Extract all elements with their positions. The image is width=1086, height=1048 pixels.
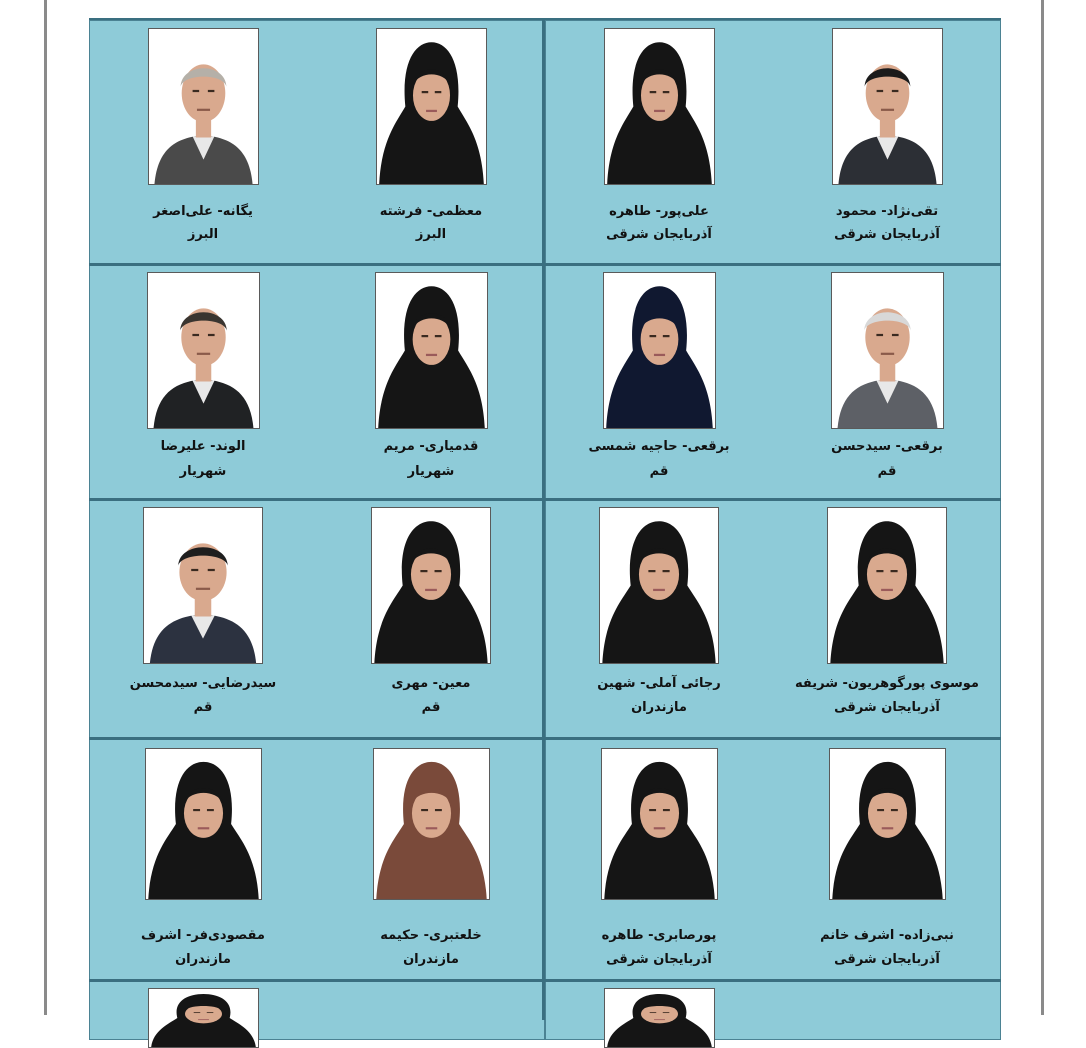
candidate-province: البرز — [415, 227, 447, 242]
candidate-card — [317, 499, 545, 738]
candidate-name: رجائی آملی- شهین — [597, 676, 721, 691]
candidate-name: برقعی- حاجیه شمسی — [588, 439, 730, 454]
page-border-left — [44, 0, 47, 1015]
candidate-photo — [599, 507, 719, 664]
candidate-name: قدمیاری- مریم — [383, 439, 479, 454]
page-border-right — [1041, 0, 1044, 1015]
candidate-card — [317, 20, 545, 264]
candidate-card — [89, 499, 317, 738]
candidate-card — [89, 738, 317, 980]
candidate-photo — [373, 748, 490, 900]
candidate-card — [545, 499, 773, 738]
candidate-province: قم — [649, 464, 669, 479]
candidate-name: معظمی- فرشته — [379, 204, 483, 219]
candidate-photo — [143, 507, 263, 664]
candidate-photo — [375, 272, 488, 429]
candidate-card — [773, 20, 1001, 264]
candidate-card — [773, 738, 1001, 980]
candidate-name: نبی‌زاده- اشرف خانم — [820, 928, 954, 943]
candidate-province: البرز — [187, 227, 219, 242]
candidate-card — [773, 499, 1001, 738]
candidate-card — [317, 264, 545, 499]
candidate-name: موسوی پورگوهریون- شریفه — [795, 676, 979, 691]
candidate-card — [89, 980, 317, 1040]
candidate-name: الوند- علیرضا — [160, 439, 246, 454]
candidate-name: برقعی- سیدحسن — [831, 439, 943, 454]
candidate-province: آذربایجان شرقی — [606, 952, 712, 967]
candidate-province: قم — [421, 700, 441, 715]
candidate-photo — [832, 28, 943, 185]
candidate-name: مقصودی‌فر- اشرف — [141, 928, 265, 943]
candidate-photo — [604, 988, 715, 1048]
candidate-name: پورصابری- طاهره — [601, 928, 717, 943]
candidate-province: شهریار — [179, 464, 227, 479]
candidate-photo — [601, 748, 718, 900]
candidate-photo — [148, 28, 259, 185]
candidate-province: آذربایجان شرقی — [834, 952, 940, 967]
candidate-card — [545, 738, 773, 980]
candidate-province: مازندران — [403, 952, 459, 967]
candidate-grid — [89, 18, 1001, 1020]
candidate-name: خلعتبری- حکیمه — [380, 928, 482, 943]
candidate-name: یگانه- علی‌اصغر — [153, 204, 253, 219]
candidate-card — [89, 264, 317, 499]
candidate-photo — [148, 988, 259, 1048]
candidate-province: مازندران — [631, 700, 687, 715]
candidate-province: آذربایجان شرقی — [834, 227, 940, 242]
candidate-province: قم — [877, 464, 897, 479]
candidate-photo — [604, 28, 715, 185]
candidate-photo — [371, 507, 491, 664]
candidate-photo — [147, 272, 260, 429]
candidate-province: قم — [193, 700, 213, 715]
candidate-name: علی‌پور- طاهره — [609, 204, 709, 219]
candidate-photo — [827, 507, 947, 664]
candidate-photo — [145, 748, 262, 900]
candidate-province: آذربایجان شرقی — [606, 227, 712, 242]
candidate-card — [773, 264, 1001, 499]
candidate-photo — [603, 272, 716, 429]
candidate-photo — [831, 272, 944, 429]
candidate-province: مازندران — [175, 952, 231, 967]
candidate-photo — [829, 748, 946, 900]
candidate-name: معین- مهری — [391, 676, 471, 691]
candidate-province: آذربایجان شرقی — [834, 700, 940, 715]
candidate-photo — [376, 28, 487, 185]
candidate-name: تقی‌نژاد- محمود — [835, 204, 939, 219]
candidate-card — [545, 20, 773, 264]
candidate-card — [89, 20, 317, 264]
candidate-card — [317, 738, 545, 980]
candidate-name: سیدرضایی- سیدمحسن — [129, 676, 277, 691]
candidate-card — [545, 980, 773, 1040]
candidate-province: شهریار — [407, 464, 455, 479]
candidate-card — [545, 264, 773, 499]
